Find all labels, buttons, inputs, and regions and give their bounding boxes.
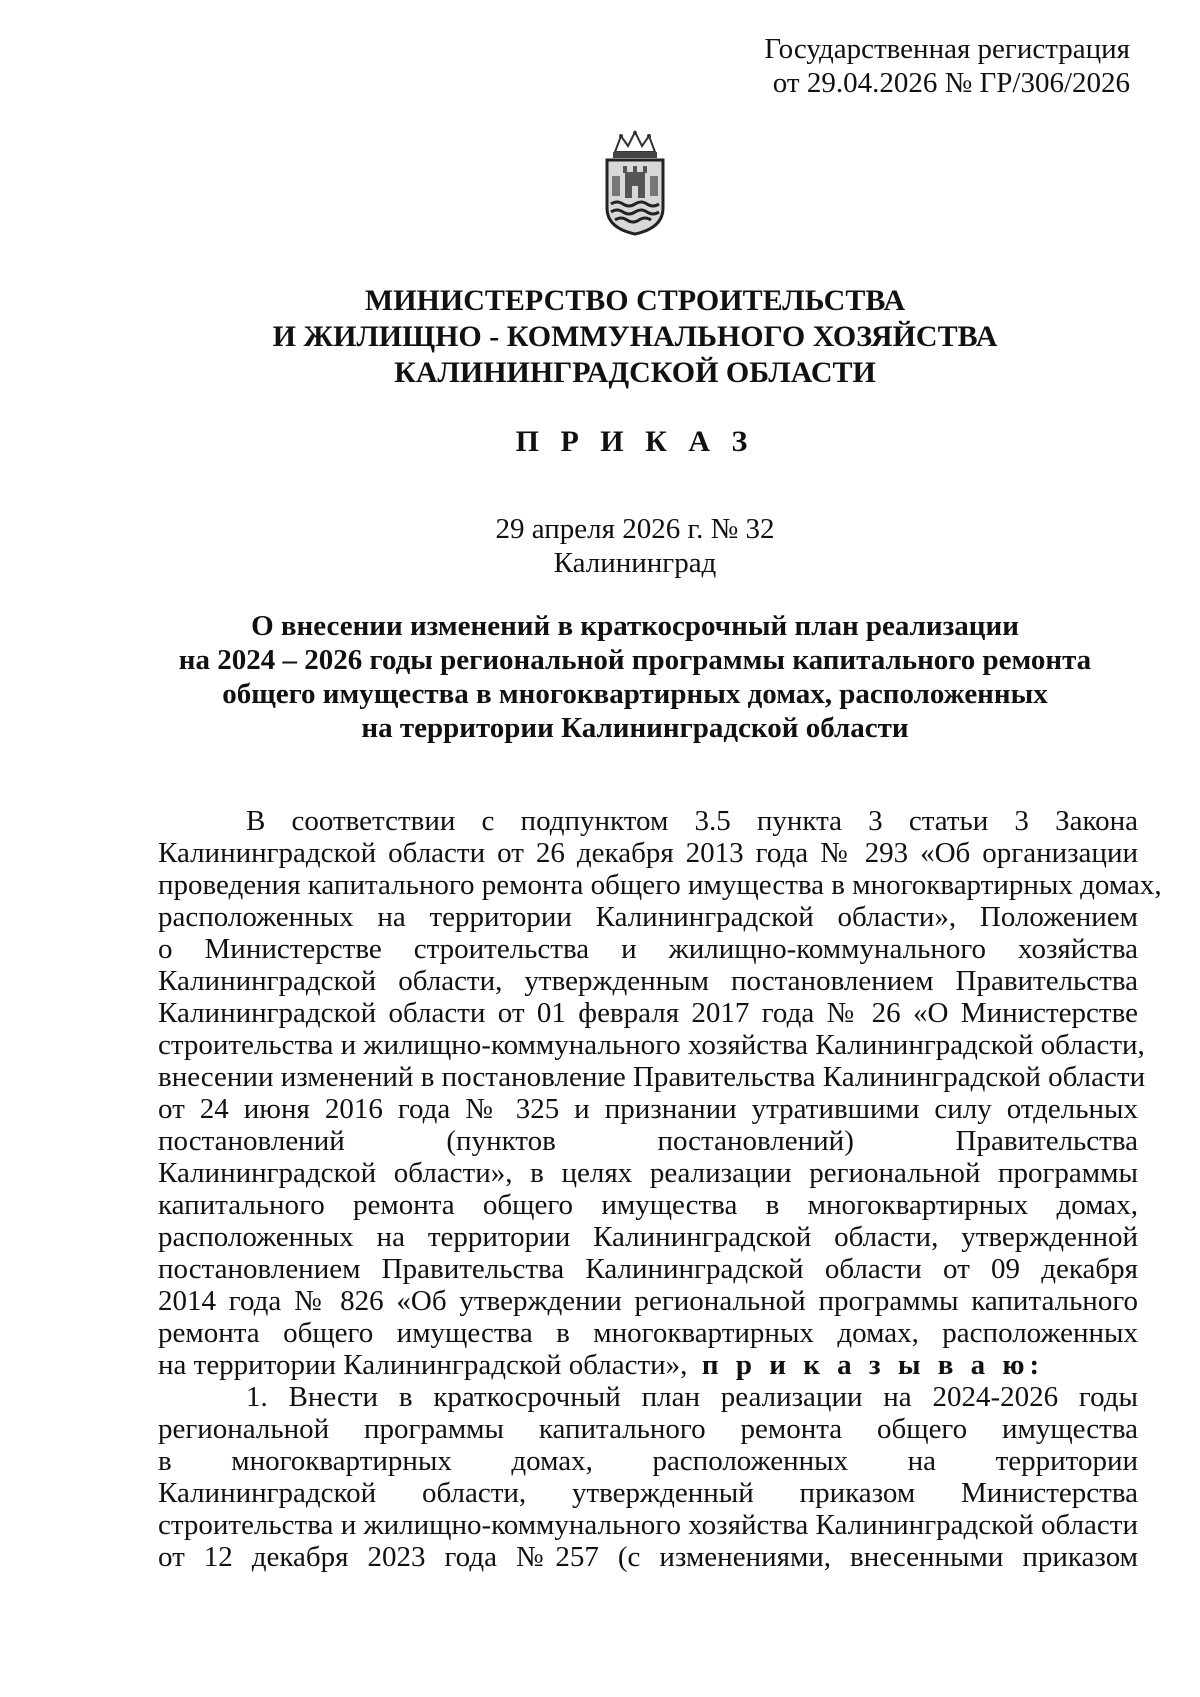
order-city: Калининград xyxy=(553,547,717,579)
order-date: 29 апреля 2026 г. № 32 xyxy=(495,513,775,545)
body-line: региональной программы капитального ремонта общего имущества xyxy=(158,1413,1138,1445)
body-line: постановлений (пунктов постановлений) Правительства xyxy=(158,1125,1138,1157)
body-line: 1. Внести в краткосрочный план реализации на 2024-2026 годы xyxy=(246,1381,1138,1413)
body-line: постановлением Правительства Калининградской области от 09 декабря xyxy=(158,1253,1138,1285)
subject-line-4: на территории Калининградской области xyxy=(361,712,909,744)
body-line: В соответствии с подпунктом 3.5 пункта 3 статьи 3 Закона xyxy=(246,805,1138,837)
registration-line-1: Государственная регистрация xyxy=(764,33,1130,65)
body-line: Калининградской области от 01 февраля 2017 года № 26 «О Министерстве xyxy=(158,997,1138,1029)
order-subject xyxy=(0,609,1200,745)
subject-line-3: общего имущества в многоквартирных домах, расположенных xyxy=(222,678,1048,710)
registration-line-2: от 29.04.2026 № ГР/306/2026 xyxy=(772,67,1130,99)
body-line: Калининградской области», в целях реализации региональной программы xyxy=(158,1157,1138,1189)
body-line: строительства и жилищно-коммунального хозяйства Калининградской области xyxy=(158,1509,1138,1541)
body-line-text: на территории Калининградской области», xyxy=(158,1349,688,1381)
body-line: Калининградской области, утвержденный приказом Министерства xyxy=(158,1477,1138,1509)
coat-of-arms-icon xyxy=(597,130,673,236)
order-date-block xyxy=(0,512,1200,580)
ministry-line-1: МИНИСТЕРСТВО СТРОИТЕЛЬСТВА xyxy=(364,284,906,317)
body-line: Калининградской области от 26 декабря 2013 года № 293 «Об организации xyxy=(158,837,1138,869)
body-line: о Министерстве строительства и жилищно-коммунального хозяйства xyxy=(158,933,1138,965)
body-line: расположенных на территории Калининградской области, утвержденной xyxy=(158,1221,1138,1253)
ministry-line-2: И ЖИЛИЩНО - КОММУНАЛЬНОГО ХОЗЯЙСТВА xyxy=(272,320,998,353)
order-title: П Р И К А З xyxy=(515,425,755,458)
body-line: проведения капитального ремонта общего имущества в многоквартирных домах, xyxy=(158,869,1162,901)
order-body xyxy=(158,805,1162,1573)
body-line: от 24 июня 2016 года № 325 и признании утратившими силу отдельных xyxy=(158,1093,1138,1125)
body-line: 2014 года № 826 «Об утверждении региональной программы капитального xyxy=(158,1285,1138,1317)
ministry-line-3: КАЛИНИНГРАДСКОЙ ОБЛАСТИ xyxy=(394,356,876,389)
order-word: п р и к а з ы в а ю: xyxy=(701,1349,1045,1381)
body-line: в многоквартирных домах, расположенных на территории xyxy=(158,1445,1138,1477)
body-line: ремонта общего имущества в многоквартирных домах, расположенных xyxy=(158,1317,1138,1349)
state-registration xyxy=(764,32,1130,100)
body-line: капитального ремонта общего имущества в многоквартирных домах, xyxy=(158,1189,1138,1221)
body-line: от 12 декабря 2023 года №257 (с изменениями, внесенными приказом xyxy=(158,1541,1138,1573)
ministry-name xyxy=(0,283,1200,391)
body-line-with-order-word xyxy=(158,1349,1138,1381)
body-line: расположенных на территории Калининградской области», Положением xyxy=(158,901,1138,933)
subject-line-2: на 2024 – 2026 годы региональной программы капитального ремонта xyxy=(178,644,1092,676)
subject-line-1: О внесении изменений в краткосрочный план реализации xyxy=(251,610,1019,642)
body-line: внесении изменений в постановление Правительства Калининградской области xyxy=(158,1061,1146,1093)
body-line: Калининградской области, утвержденным постановлением Правительства xyxy=(158,965,1138,997)
body-line: строительства и жилищно-коммунального хозяйства Калининградской области, xyxy=(158,1029,1145,1061)
